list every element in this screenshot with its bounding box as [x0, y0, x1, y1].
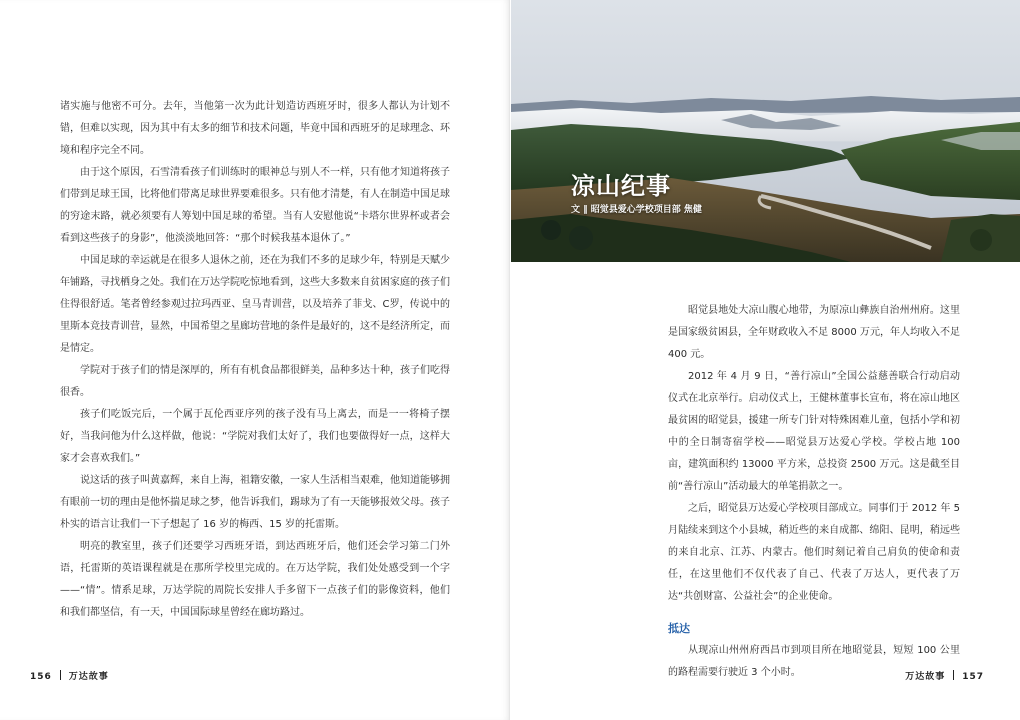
mountain-landscape-image — [511, 0, 1020, 262]
hero-photo — [511, 0, 1020, 262]
right-page-number: 157 — [962, 672, 984, 682]
folio-divider — [953, 670, 954, 680]
left-paragraph-7: 明亮的教室里，孩子们还要学习西班牙语，到达西班牙后，他们还会学习第二门外语，托雷斯的英语课程就是在那所学校里完成的。在万达学院，我们处处感受到一个字——“情”。情系足球，万达学院的周院长安排人手多留下一点孩子们的影像资料，他们和我们都坚信，有一天，中国国际球星曾经在廊坊路过。 — [60, 541, 450, 618]
section-subhead: 抵达 — [668, 622, 690, 635]
right-folio — [905, 669, 984, 682]
left-paragraph-4: 学院对于孩子们的情是深厚的，所有有机食品都很鲜美，品种多达十种，孩子们吃得很香。 — [60, 365, 450, 398]
left-paragraph-5: 孩子们吃饭完后，一个属于瓦伦西亚序列的孩子没有马上离去，而是一一将椅子摆好，当我问他为什么这样做，他说：“学院对我们太好了，我们也要做得好一点，这样大家才会喜欢我们。” — [60, 409, 450, 464]
right-body-text — [668, 300, 960, 684]
right-paragraph-2: 2012 年 4 月 9 日，“善行凉山”全国公益慈善联合行动启动仪式在北京举行。启动仪式上，王健林董事长宣布，将在凉山地区最贫困的昭觉县，援建一所专门针对特殊困难儿童，包括小学和初中的全日制寄宿学校——昭觉县万达爱心学校。学校占地 100 亩，建筑面积约 13000 平方米，总投资 2500 万元。这是截至目前“善行凉山”活动最大的单笔捐款之一。 — [668, 371, 960, 492]
right-paragraph-4: 从现凉山州州府西昌市到项目所在地昭觉县，短短 100 公里的路程需要行驶近 3 个小时。 — [668, 645, 960, 678]
left-section-name: 万达故事 — [68, 672, 109, 682]
left-paragraph-6: 说这话的孩子叫黄嘉辉，来自上海，祖籍安徽，一家人生活相当艰难，他知道能够拥有眼前一切的理由是他怀揣足球之梦，他告诉我们，踢球为了有一天能够报效父母。孩子朴实的语言让我们一下子想起了 16 岁的梅西、15 岁的托雷斯。 — [60, 475, 450, 530]
left-folio — [30, 669, 109, 682]
left-paragraph-1: 诸实施与他密不可分。去年，当他第一次为此计划造访西班牙时，很多人都认为计划不错，但难以实现，因为其中有太多的细节和技术问题，毕竟中国和西班牙的足球理念、环境和程序完全不同。 — [60, 101, 450, 156]
folio-divider — [60, 670, 61, 680]
right-paragraph-1: 昭觉县地处大凉山腹心地带，为原凉山彝族自治州州府。这里是国家级贫困县，全年财政收入不足 8000 万元，年人均收入不足 400 元。 — [668, 305, 960, 360]
article-title: 凉山纪事 — [571, 172, 671, 200]
right-section-name: 万达故事 — [905, 672, 946, 682]
left-paragraph-2: 由于这个原因，石雪清看孩子们训练时的眼神总与别人不一样，只有他才知道将孩子们带到足球王国，比将他们带离足球世界要难很多。只有他才清楚，有人在制造中国足球的穷途末路，就必须要有人筹划中国足球的希望。当有人安慰他说“卡塔尔世界杯或者会看到这些孩子的身影”，他淡淡地回答：“那个时候我基本退休了。” — [60, 167, 450, 244]
article-byline: 文 ‖ 昭觉县爱心学校项目部 焦健 — [571, 205, 702, 215]
left-paragraph-3: 中国足球的幸运就是在很多人退休之前，还在为我们不多的足球少年，特别是天赋少年铺路，寻找栖身之处。我们在万达学院吃惊地看到，这些大多数来自贫困家庭的孩子们住得很舒适。笔者曾经参观过拉玛西亚、皇马青训营，以及培养了菲戈、C罗，传说中的里斯本竞技青训营，显然，中国希望之星廊坊营地的条件是最好的，这不是经济所定，而是情定。 — [60, 255, 450, 354]
left-page-number: 156 — [30, 672, 52, 682]
right-paragraph-3: 之后，昭觉县万达爱心学校项目部成立。同事们于 2012 年 5 月陆续来到这个小县城，稍近些的来自成都、绵阳、昆明，稍远些的来自北京、江苏、内蒙古。他们时刻记着自己肩负的使命和责任，在这里他们不仅代表了自己、代表了万达人，更代表了万达“共创财富、公益社会”的企业使命。 — [668, 503, 960, 602]
left-body-text — [60, 96, 450, 624]
